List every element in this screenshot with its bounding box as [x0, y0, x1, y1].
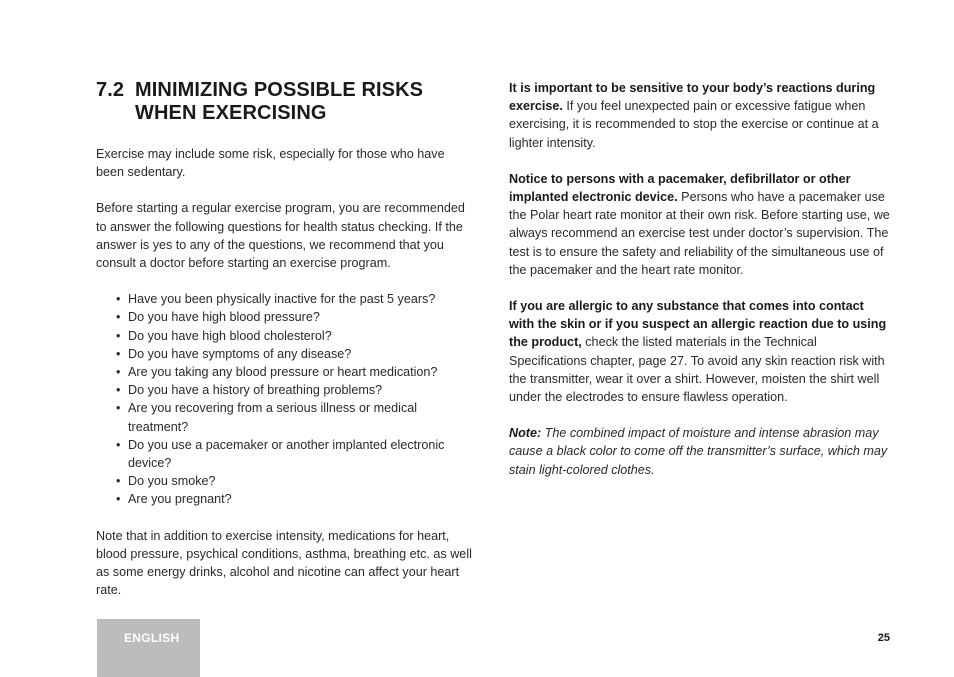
list-item: • Do you have symptoms of any disease? [116, 345, 474, 363]
section-title [135, 79, 465, 125]
body-reactions-lead: It is important to be sensitive to your body’s reactions during exercise. [509, 81, 876, 114]
list-item: • Are you pregnant? [116, 490, 474, 508]
note-paragraph [509, 424, 891, 479]
list-item: • Do you use a pacemaker or another implanted electronic device? [116, 436, 474, 472]
health-questions-list [96, 290, 474, 508]
intro-paragraph: Exercise may include some risk, especially for those who have been sedentary. [96, 147, 445, 180]
list-item: • Do you have a history of breathing problems? [116, 381, 474, 399]
note-text: The combined impact of moisture and intense abrasion may cause a black color to come off the transmitter’s surface, which may stain light-colored clothes. [509, 426, 888, 477]
language-label: ENGLISH [124, 631, 180, 645]
list-item: • Do you have high blood cholesterol? [116, 327, 474, 345]
note-label: Note: [509, 426, 542, 441]
medications-note-paragraph: Note that in addition to exercise intensity, medications for heart, blood pressure, psychical conditions, asthma, breathing etc. as well as some energy drinks, alcohol and nicotine can affect your heart rate. [96, 528, 472, 598]
section-number: 7.2 [96, 79, 125, 101]
language-tab [97, 619, 200, 677]
allergy-paragraph [509, 297, 891, 406]
list-item: • Are you recovering from a serious illness or medical treatment? [116, 399, 474, 435]
section-title-line-2: WHEN EXERCISING [135, 102, 327, 124]
section-title-line-1: MINIMIZING POSSIBLE RISKS [135, 79, 424, 101]
left-column [96, 145, 474, 617]
pacemaker-paragraph [509, 170, 891, 279]
body-reactions-paragraph [509, 79, 891, 152]
before-paragraph: Before starting a regular exercise program, you are recommended to answer the following questions for health status checking. If the answer is yes to any of the questions, we recommend that you consult a doctor before starting an exercise program. [96, 201, 465, 271]
page-number: 25 [877, 632, 890, 644]
list-item: • Do you smoke? [116, 472, 474, 490]
allergy-text: check the listed materials in the Technical Specifications chapter, page 27. To avoid any skin reaction risk with the transmitter, wear it over a shirt. However, moisten the shirt well under the electrodes to ensure flawless operation. [509, 335, 885, 405]
allergy-lead: If you are allergic to any substance that comes into contact with the skin or if you suspect an allergic reaction due to using the product, [509, 299, 887, 350]
pacemaker-lead: Notice to persons with a pacemaker, defibrillator or other implanted electronic device. [509, 171, 851, 205]
right-column [509, 79, 891, 497]
body-reactions-text: If you feel unexpected pain or excessive fatigue when exercising, it is recommended to stop the exercise or continue at a lighter intensity. [509, 99, 879, 150]
list-item: • Are you taking any blood pressure or heart medication? [116, 363, 474, 381]
list-item: • Do you have high blood pressure? [116, 308, 474, 326]
list-item: • Have you been physically inactive for the past 5 years? [116, 290, 474, 308]
pacemaker-text: Persons who have a pacemaker use the Polar heart rate monitor at their own risk. Before starting use, we always recommend an exercise test under doctor’s supervision. The test is to ensure the safety and reliability of the simultaneous use of the pacemaker and the heart rate monitor. [509, 190, 890, 277]
